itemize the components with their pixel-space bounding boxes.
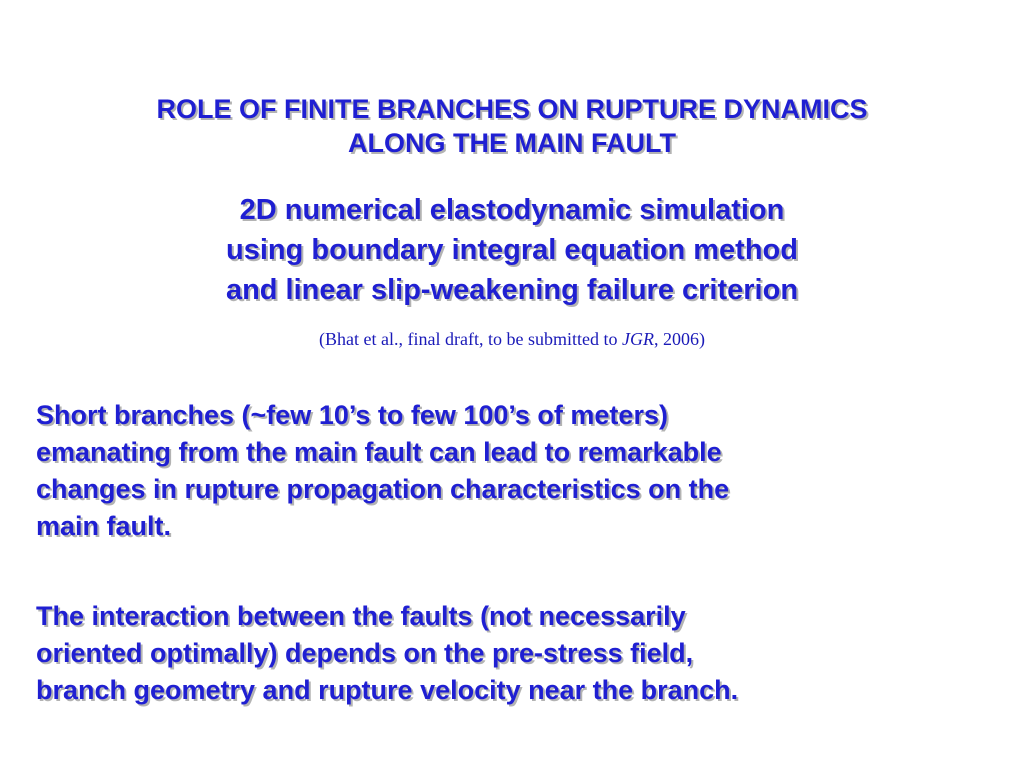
- paragraph-short-branches: [36, 397, 996, 545]
- paragraph-interaction: [36, 598, 996, 709]
- paragraph1-line-1: Short branches (~few 10’s to few 100’s of meters): [36, 400, 668, 430]
- subtitle-line-3: and linear slip-weakening failure criterion: [225, 274, 799, 306]
- paragraph2-line-2: oriented optimally) depends on the pre-stress field,: [36, 638, 694, 668]
- paragraph1-line-2: emanating from the main fault can lead to remarkable: [36, 437, 722, 467]
- slide-title: [0, 92, 1024, 160]
- subtitle-line-1: 2D numerical elastodynamic simulation: [239, 194, 785, 226]
- subtitle-line-2: using boundary integral equation method: [226, 234, 798, 266]
- citation-journal: JGR: [621, 329, 654, 349]
- title-line-2: ALONG THE MAIN FAULT: [348, 128, 676, 158]
- paragraph1-line-3: changes in rupture propagation characteristics on the: [36, 474, 730, 504]
- citation: [0, 327, 1024, 351]
- paragraph2-line-1: The interaction between the faults (not necessarily: [36, 601, 686, 631]
- citation-after: , 2006): [653, 329, 705, 349]
- title-line-1: ROLE OF FINITE BRANCHES ON RUPTURE DYNAMICS: [156, 94, 868, 124]
- paragraph1-line-4: main fault.: [36, 511, 172, 541]
- citation-before: (Bhat et al., final draft, to be submitted to: [319, 329, 622, 349]
- slide-subtitle: [0, 190, 1024, 310]
- paragraph2-line-3: branch geometry and rupture velocity near the branch.: [36, 675, 739, 705]
